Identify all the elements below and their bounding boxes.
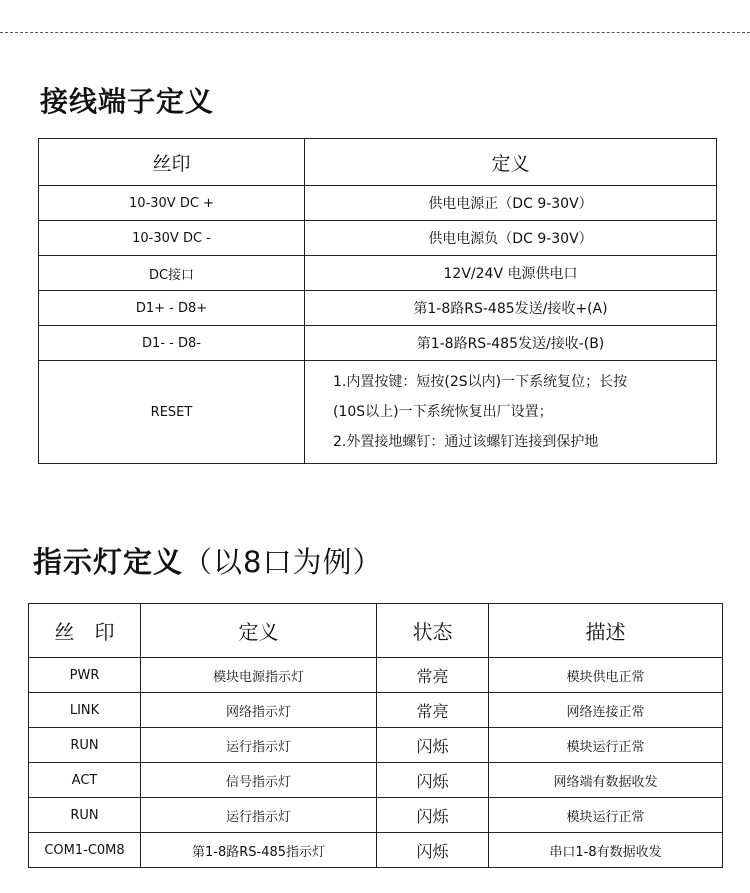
- description-cell: 模块运行正常: [489, 728, 723, 763]
- table-row: [29, 763, 723, 798]
- silkscreen-cell: D1+ - D8+: [39, 291, 305, 326]
- header-silkscreen: 丝印: [39, 139, 305, 186]
- table-header-row: [39, 139, 717, 186]
- dashed-divider: [0, 32, 750, 33]
- definition-cell: 信号指示灯: [141, 763, 377, 798]
- reset-definition-cell: [305, 361, 717, 464]
- terminal-definition-table: [38, 138, 717, 464]
- silkscreen-cell: PWR: [29, 658, 141, 693]
- table-row: [29, 833, 723, 868]
- definition-cell: 供电电源正（DC 9-30V）: [305, 186, 717, 221]
- status-cell: 常亮: [377, 693, 489, 728]
- header-status: 状态: [377, 604, 489, 658]
- definition-cell: 第1-8路RS-485发送/接收-(B): [305, 326, 717, 361]
- status-cell: 闪烁: [377, 798, 489, 833]
- definition-cell: 运行指示灯: [141, 798, 377, 833]
- header-silkscreen: 丝 印: [29, 604, 141, 658]
- table-header-row: [29, 604, 723, 658]
- description-cell: 模块供电正常: [489, 658, 723, 693]
- reset-line-2: (10S以上)一下系统恢复出厂设置；: [333, 404, 553, 420]
- reset-line-3: 2.外置接地螺钉：通过该螺钉连接到保护地: [333, 434, 599, 450]
- indicator-definition-title: [33, 540, 382, 581]
- status-cell: 闪烁: [377, 728, 489, 763]
- header-definition: 定义: [141, 604, 377, 658]
- indicator-title-sub: （以8口为例）: [183, 545, 383, 579]
- definition-cell: 模块电源指示灯: [141, 658, 377, 693]
- silkscreen-cell: LINK: [29, 693, 141, 728]
- table-row-reset: [39, 361, 717, 464]
- table-row: [39, 186, 717, 221]
- table-row: [39, 291, 717, 326]
- silkscreen-cell: RUN: [29, 798, 141, 833]
- definition-cell: 网络指示灯: [141, 693, 377, 728]
- table-row: [29, 798, 723, 833]
- indicator-definition-table: [28, 603, 723, 868]
- silkscreen-cell: D1- - D8-: [39, 326, 305, 361]
- definition-cell: 第1-8路RS-485发送/接收+(A): [305, 291, 717, 326]
- silkscreen-cell: RUN: [29, 728, 141, 763]
- status-cell: 闪烁: [377, 763, 489, 798]
- header-description: 描述: [489, 604, 723, 658]
- description-cell: 串口1-8有数据收发: [489, 833, 723, 868]
- table-row: [29, 693, 723, 728]
- reset-line-1: 1.内置按键：短按(2S以内)一下系统复位；长按: [333, 374, 628, 390]
- terminal-definition-title: 接线端子定义: [40, 85, 215, 118]
- silkscreen-cell: 10-30V DC +: [39, 186, 305, 221]
- header-definition: 定义: [305, 139, 717, 186]
- description-cell: 网络端有数据收发: [489, 763, 723, 798]
- silkscreen-cell: COM1-C0M8: [29, 833, 141, 868]
- table-row: [39, 326, 717, 361]
- description-cell: 网络连接正常: [489, 693, 723, 728]
- definition-cell: 12V/24V 电源供电口: [305, 256, 717, 291]
- silkscreen-cell: 10-30V DC -: [39, 221, 305, 256]
- definition-cell: 运行指示灯: [141, 728, 377, 763]
- description-cell: 模块运行正常: [489, 798, 723, 833]
- definition-cell: 供电电源负（DC 9-30V）: [305, 221, 717, 256]
- silkscreen-cell: RESET: [39, 361, 305, 464]
- status-cell: 常亮: [377, 658, 489, 693]
- silkscreen-cell: ACT: [29, 763, 141, 798]
- indicator-title-main: 指示灯定义: [33, 545, 184, 579]
- table-row: [39, 256, 717, 291]
- silkscreen-cell: DC接口: [39, 256, 305, 291]
- table-row: [29, 658, 723, 693]
- definition-cell: 第1-8路RS-485指示灯: [141, 833, 377, 868]
- table-row: [29, 728, 723, 763]
- table-row: [39, 221, 717, 256]
- status-cell: 闪烁: [377, 833, 489, 868]
